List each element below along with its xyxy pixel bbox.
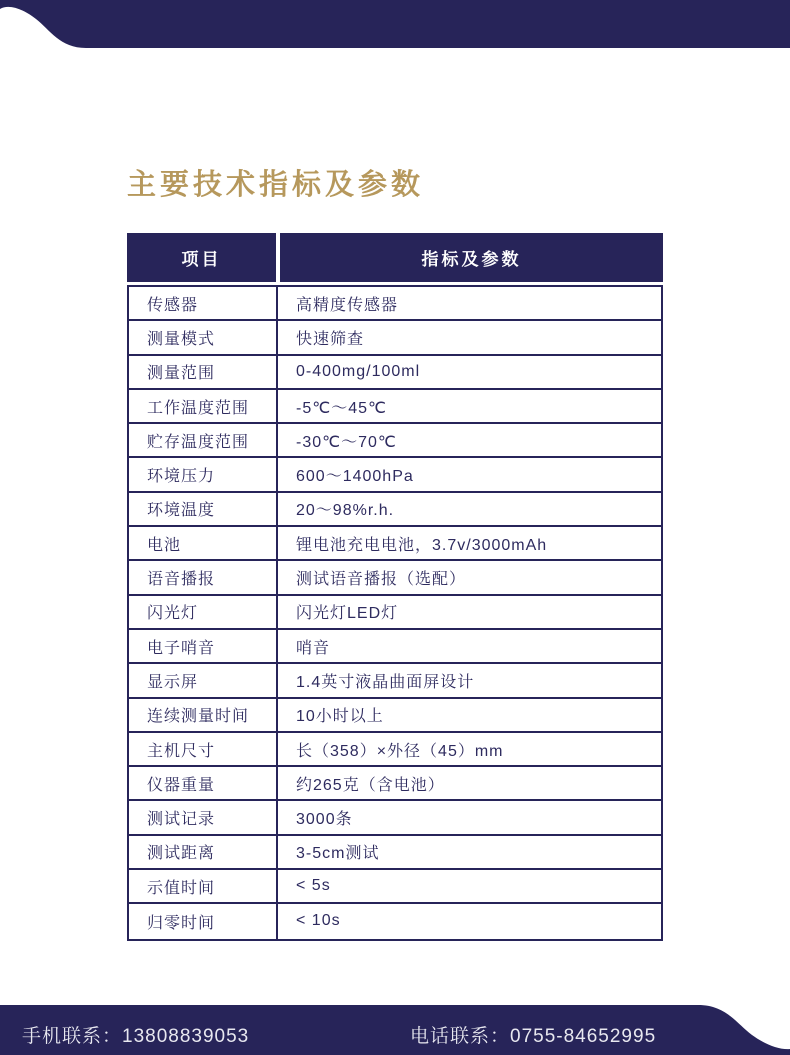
table-row — [129, 801, 661, 835]
row-value: 0-400mg/100ml — [296, 362, 421, 380]
table-row — [129, 836, 661, 870]
table-row — [129, 733, 661, 767]
row-value: -5℃～45℃ — [296, 399, 387, 417]
row-item: 贮存温度范围 — [129, 424, 278, 456]
row-value: 约265克（含电池） — [296, 776, 445, 794]
row-item: 测试距离 — [129, 836, 278, 868]
header-cell-value: 指标及参数 — [280, 233, 663, 282]
row-value: 3-5cm测试 — [296, 845, 380, 863]
row-item: 示值时间 — [129, 870, 278, 902]
table-row — [129, 458, 661, 492]
row-value: 10小时以上 — [296, 708, 384, 726]
row-item: 语音播报 — [129, 561, 278, 593]
table-row — [129, 561, 661, 595]
table-row — [129, 596, 661, 630]
row-item: 显示屏 — [129, 664, 278, 696]
row-item: 归零时间 — [129, 904, 278, 938]
mobile-contact: 手机联系：13808839053 — [22, 1026, 250, 1047]
row-value: 哨音 — [296, 639, 331, 657]
row-value: -30℃～70℃ — [296, 433, 397, 451]
row-item: 测试记录 — [129, 801, 278, 833]
table-row — [129, 321, 661, 355]
row-value: 高精度传感器 — [296, 296, 399, 314]
table-row — [129, 424, 661, 458]
row-item: 闪光灯 — [129, 596, 278, 628]
row-value: 600～1400hPa — [296, 468, 414, 486]
spec-table — [127, 233, 663, 941]
row-item: 电池 — [129, 527, 278, 559]
row-item: 环境温度 — [129, 493, 278, 525]
spec-table-body — [127, 285, 663, 941]
phone-contact: 电话联系：0755-84652995 — [410, 1026, 657, 1047]
row-item: 测量模式 — [129, 321, 278, 353]
row-value: 闪光灯LED灯 — [296, 605, 399, 623]
table-row — [129, 699, 661, 733]
row-value: 快速筛查 — [296, 330, 365, 348]
row-value: 1.4英寸液晶曲面屏设计 — [296, 673, 475, 691]
table-row — [129, 390, 661, 424]
table-row — [129, 630, 661, 664]
row-value: 长（358）×外径（45）mm — [296, 742, 504, 760]
row-item: 测量范围 — [129, 356, 278, 388]
spec-table-header — [127, 233, 663, 282]
row-item: 电子哨音 — [129, 630, 278, 662]
table-row — [129, 287, 661, 321]
row-item: 仪器重量 — [129, 767, 278, 799]
row-value: 20～98%r.h. — [296, 502, 395, 520]
row-item: 环境压力 — [129, 458, 278, 490]
table-row — [129, 356, 661, 390]
row-value: < 5s — [296, 877, 331, 895]
header-cell-item: 项目 — [127, 233, 276, 282]
table-row — [129, 767, 661, 801]
row-value: 3000条 — [296, 811, 353, 829]
table-row — [129, 904, 661, 938]
table-row — [129, 870, 661, 904]
top-wave-band — [0, 0, 790, 48]
page-title: 主要技术指标及参数 — [127, 169, 425, 201]
table-row — [129, 664, 661, 698]
row-item: 主机尺寸 — [129, 733, 278, 765]
table-row — [129, 493, 661, 527]
row-item: 连续测量时间 — [129, 699, 278, 731]
row-value: 锂电池充电电池，3.7v/3000mAh — [296, 536, 548, 554]
row-value: 测试语音播报（选配） — [296, 571, 467, 589]
row-item: 传感器 — [129, 287, 278, 319]
row-item: 工作温度范围 — [129, 390, 278, 422]
table-row — [129, 527, 661, 561]
row-value: < 10s — [296, 912, 341, 930]
